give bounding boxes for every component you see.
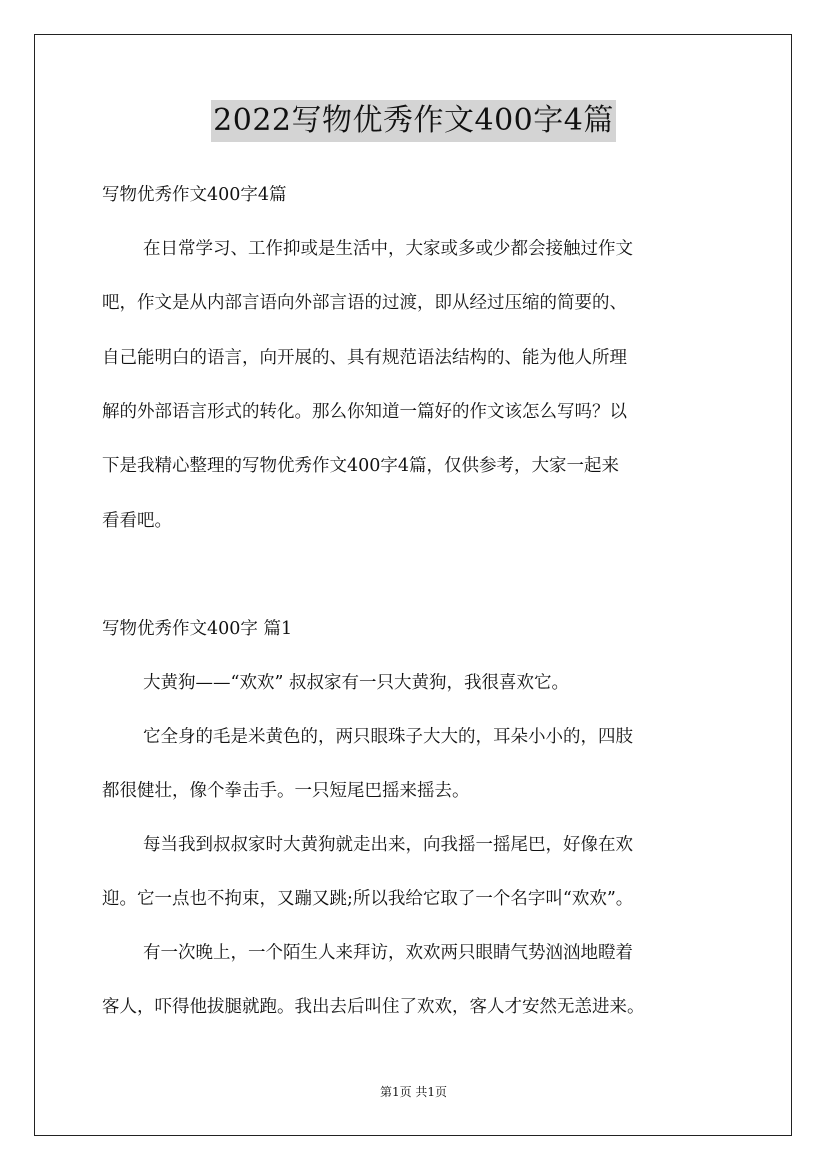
body-line: 都很健壮，像个拳击手。一只短尾巴摇来摇去。 xyxy=(102,781,470,801)
title-container xyxy=(0,100,827,142)
body-line: 每当我到叔叔家时大黄狗就走出来，向我摇一摇尾巴，好像在欢 xyxy=(143,835,633,855)
intro-line: 自己能明白的语言，向开展的、具有规范语法结构的、能为他人所理 xyxy=(102,348,627,368)
body-line: 大黄狗——“欢欢” 叔叔家有一只大黄狗，我很喜欢它。 xyxy=(143,673,569,693)
document-title: 2022写物优秀作文400字4篇 xyxy=(211,100,616,142)
intro-line: 看看吧。 xyxy=(102,511,172,531)
body-line: 有一次晚上，一个陌生人来拜访，欢欢两只眼睛气势汹汹地瞪着 xyxy=(143,943,633,963)
intro-line: 下是我精心整理的写物优秀作文400字4篇，仅供参考，大家一起来 xyxy=(102,456,620,476)
intro-line: 在日常学习、工作抑或是生活中，大家或多或少都会接触过作文 xyxy=(143,239,633,259)
body-line: 迎。它一点也不拘束，又蹦又跳;所以我给它取了一个名字叫“欢欢”。 xyxy=(102,889,634,909)
subtitle: 写物优秀作文400字4篇 xyxy=(102,185,287,205)
intro-line: 解的外部语言形式的转化。那么你知道一篇好的作文该怎么写吗？以 xyxy=(102,402,627,422)
intro-line: 吧，作文是从内部言语向外部言语的过渡，即从经过压缩的简要的、 xyxy=(102,293,627,313)
page-footer: 第1页 共1页 xyxy=(379,1085,448,1099)
section-heading: 写物优秀作文400字 篇1 xyxy=(102,619,293,639)
body-line: 它全身的毛是米黄色的，两只眼珠子大大的，耳朵小小的，四肢 xyxy=(143,727,633,747)
body-line: 客人，吓得他拔腿就跑。我出去后叫住了欢欢，客人才安然无恙进来。 xyxy=(102,997,645,1017)
